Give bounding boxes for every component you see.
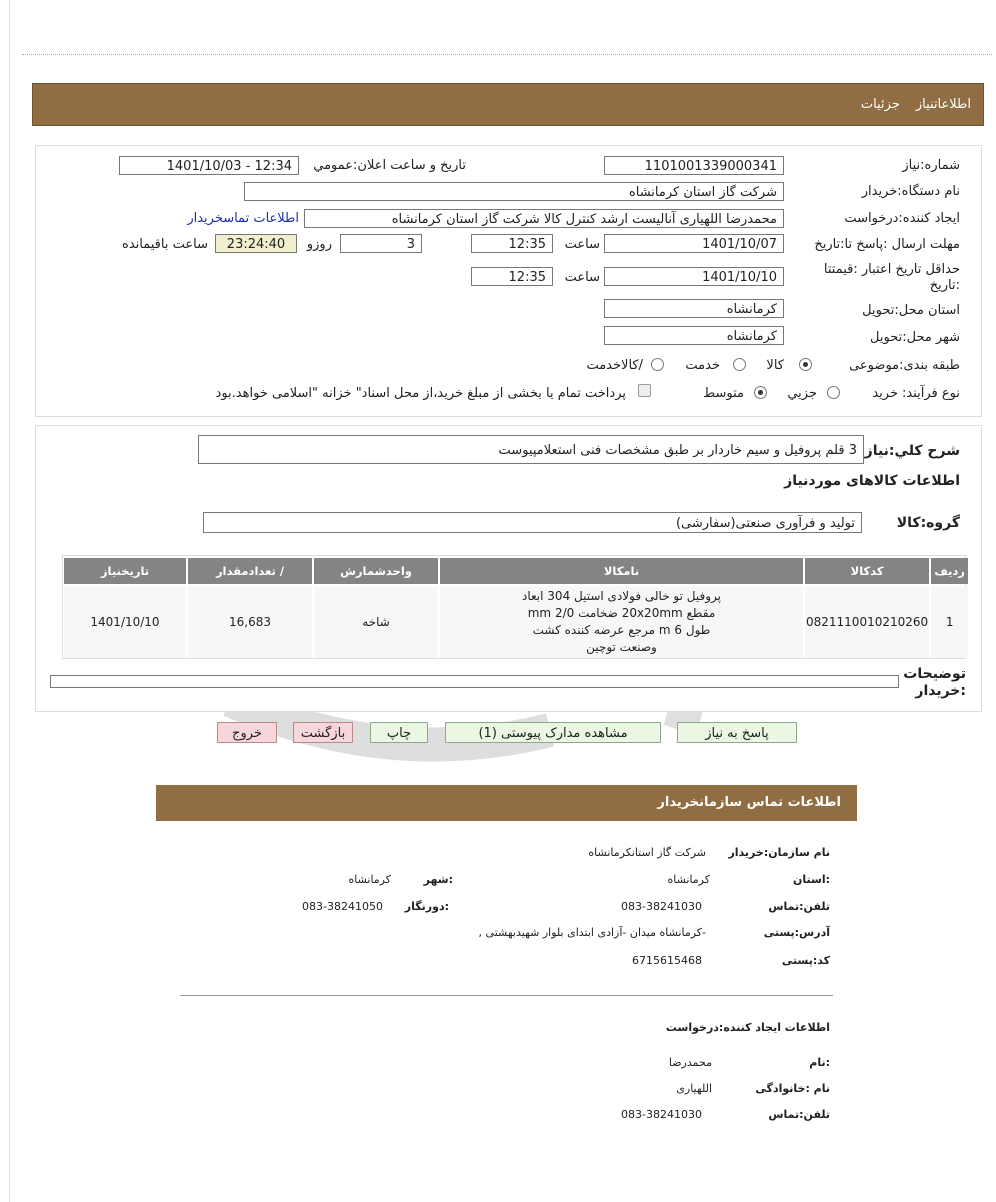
- contact-fax: 083-38241050: [302, 900, 383, 913]
- cell-qty: 16,683: [188, 586, 312, 658]
- category-both-label: /کالاخدمت: [586, 358, 643, 373]
- contact-address-label: آدرس:پستی: [763, 926, 830, 939]
- province-label: استان محل:تحویل: [862, 303, 960, 318]
- col-row: ردیف: [931, 558, 968, 584]
- goods-group-field[interactable]: تولید و فرآوری صنعتی(سفارشی): [203, 512, 862, 533]
- contact-header: اطلاعات تماس سازمانخریدار: [156, 785, 857, 821]
- contact-org: شرکت گاز استانکرمانشاه: [588, 846, 706, 859]
- deadline-time-label: ساعت: [564, 237, 600, 252]
- days-label: روزو: [306, 237, 332, 252]
- col-code: کدکالا: [805, 558, 929, 584]
- creator-phone-label: تلفن:تماس: [768, 1108, 830, 1121]
- deadline-time-field[interactable]: 12:35: [471, 234, 553, 253]
- buyer-notes-field[interactable]: [50, 675, 899, 688]
- need-number-label: شماره:نیاز: [902, 158, 960, 173]
- creator-name-label: :نام: [809, 1056, 830, 1069]
- contact-city-label: :شهر: [423, 873, 453, 886]
- col-name: نامکالا: [440, 558, 803, 584]
- payment-checkbox[interactable]: [638, 384, 651, 397]
- contact-province: کرمانشاه: [667, 873, 710, 886]
- category-goods-radio[interactable]: [799, 358, 812, 371]
- validity-time-label: ساعت: [564, 270, 600, 285]
- reply-button[interactable]: پاسخ به نیاز: [677, 722, 797, 743]
- cell-date: 1401/10/10: [64, 586, 186, 658]
- items-table: [62, 556, 970, 660]
- buyer-field[interactable]: شرکت گاز استان کرمانشاه: [244, 182, 784, 201]
- process-minor-label: جزیي: [787, 386, 817, 401]
- contact-phone: 083-38241030: [621, 900, 702, 913]
- validity-date-field[interactable]: 1401/10/10: [604, 267, 784, 286]
- contact-fax-label: :دورنگار: [404, 900, 449, 913]
- tab-details[interactable]: جزئیات: [860, 97, 900, 112]
- validity-time-field[interactable]: 12:35: [471, 267, 553, 286]
- col-date: تاریخنیاز: [64, 558, 186, 584]
- goods-group-label: گروه:کالا: [896, 515, 960, 531]
- back-button[interactable]: بازگشت: [293, 722, 353, 743]
- contact-postal-label: کد:پستی: [781, 954, 830, 967]
- requester-field[interactable]: محمدرضا اللهیاری آنالیست ارشد کنترل کالا شرکت گاز استان کرمانشاه: [304, 209, 784, 228]
- process-label: نوع فرآیند:: [902, 386, 960, 401]
- cell-unit: شاخه: [314, 586, 438, 658]
- deadline-label: مهلت ارسال :پاسخ تا:تاریخ: [814, 237, 960, 252]
- items-heading: اطلاعات کالاهای موردنیاز: [784, 473, 960, 489]
- col-unit: واحدشمارش: [314, 558, 438, 584]
- table-row: [64, 586, 968, 658]
- creator-family: اللهیاری: [676, 1082, 712, 1095]
- buyer-label: نام دستگاه:خریدار: [861, 184, 960, 199]
- contact-city: کرمانشاه: [348, 873, 391, 886]
- attachments-button[interactable]: مشاهده مدارک پیوستی (1): [445, 722, 661, 743]
- category-label: طبقه بندی:موضوعی: [849, 358, 960, 373]
- creator-family-label: نام :خانوادگی: [755, 1082, 830, 1095]
- details-header: [32, 83, 984, 126]
- tab-info[interactable]: اطلاعاتنیاز: [915, 97, 971, 112]
- contact-address: -کرمانشاه میدان -آزادی ابتدای بلوار شهیدبهشتی ,: [478, 926, 706, 939]
- process-medium-radio[interactable]: [754, 386, 767, 399]
- top-divider: [22, 54, 992, 55]
- contact-divider: [180, 995, 833, 996]
- category-service-label: خدمت: [685, 358, 720, 373]
- requester-label: ایجاد کننده:درخواست: [844, 211, 960, 226]
- announce-label: تاریخ و ساعت اعلان:عمومي: [313, 158, 466, 173]
- process-minor-radio[interactable]: [827, 386, 840, 399]
- validity-label: حداقل تاریخ اعتبار :قیمتتا :تاریخ: [823, 262, 960, 293]
- process-buy-label: خرید: [872, 386, 898, 401]
- col-qty: / تعدادمقدار: [188, 558, 312, 584]
- creator-name: محمدرضا: [668, 1056, 712, 1069]
- contact-postal: 6715615468: [632, 954, 702, 967]
- days-field[interactable]: 3: [340, 234, 422, 253]
- summary-label: شرح کلي:نیاز: [864, 443, 960, 459]
- province-field[interactable]: کرمانشاه: [604, 299, 784, 318]
- exit-button[interactable]: خروج: [217, 722, 277, 743]
- category-goods-label: کالا: [766, 358, 784, 373]
- contact-org-label: نام سازمان:خریدار: [728, 846, 830, 859]
- remaining-time-field: 23:24:40: [215, 234, 297, 253]
- city-label: شهر محل:تحویل: [870, 330, 960, 345]
- cell-name: پروفیل تو خالی فولادی استیل 304 ابعاد مقطع 20x20mm ضخامت 2/0 mm طول 6 m مرجع عرضه کننده کشت وصنعت توچین: [440, 586, 803, 658]
- creator-phone: 083-38241030: [621, 1108, 702, 1121]
- buyer-notes-label: توضیحات :خریدار: [903, 666, 966, 699]
- cell-row: 1: [931, 586, 968, 658]
- category-service-radio[interactable]: [733, 358, 746, 371]
- city-field[interactable]: کرمانشاه: [604, 326, 784, 345]
- deadline-date-field[interactable]: 1401/10/07: [604, 234, 784, 253]
- contact-phone-label: تلفن:تماس: [768, 900, 830, 913]
- summary-field[interactable]: 3 قلم پروفیل و سیم خاردار بر طبق مشخصات فنی استعلامپیوست: [198, 435, 864, 464]
- cell-code: 0821110010210260: [805, 586, 929, 658]
- announce-field[interactable]: 1401/10/03 - 12:34: [119, 156, 299, 175]
- process-medium-label: متوسط: [703, 386, 744, 401]
- buyer-contact-link[interactable]: اطلاعات تماسخریدار: [187, 211, 299, 226]
- contact-province-label: :استان: [793, 873, 830, 886]
- creator-heading: اطلاعات ایجاد کننده:درخواست: [665, 1021, 830, 1034]
- payment-note: پرداخت تمام یا بخشی از مبلغ خرید،از محل اسناد" خزانه "اسلامی خواهد.بود: [215, 386, 626, 401]
- print-button[interactable]: چاپ: [370, 722, 428, 743]
- need-number-field[interactable]: 1101001339000341: [604, 156, 784, 175]
- category-both-radio[interactable]: [651, 358, 664, 371]
- remaining-label: ساعت باقیمانده: [122, 237, 208, 252]
- page-left-border: [9, 0, 10, 1202]
